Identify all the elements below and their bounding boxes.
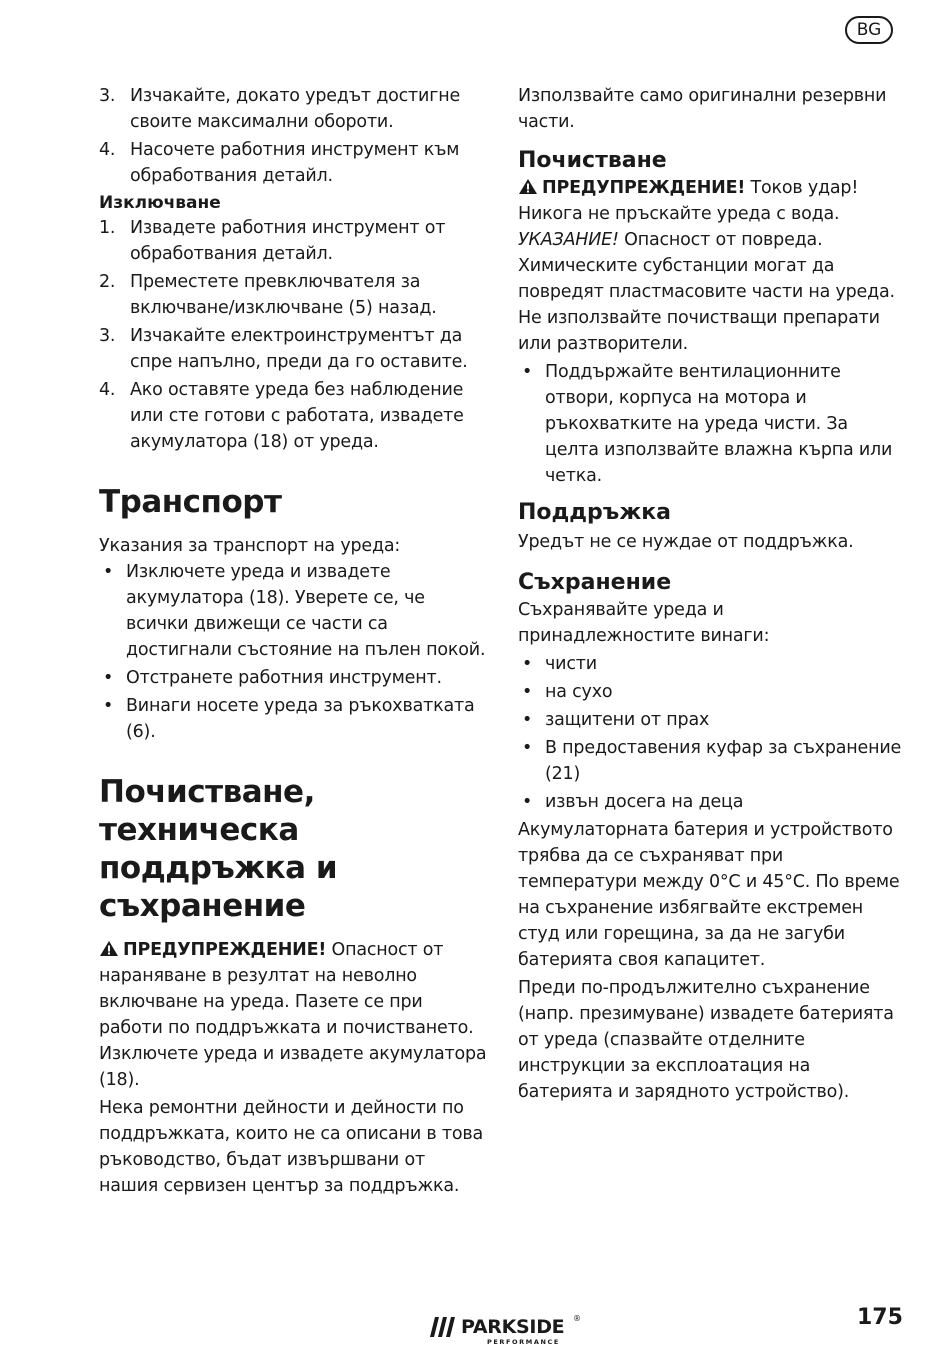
language-badge: BG: [845, 16, 893, 44]
list-item: [518, 651, 904, 677]
bullet: •: [522, 362, 533, 382]
step-text: Ако оставяте уреда без наблюдение или сте готови с работата, извадете акумулатора (18) от уреда.: [130, 380, 464, 452]
bullet: •: [522, 682, 533, 702]
switch-off-heading: Изключване: [99, 193, 221, 213]
list-item: [518, 359, 904, 489]
list-item: [99, 693, 489, 745]
repair-paragraph: Нека ремонтни дейности и дейности по поддръжката, които не са описани в това ръководство, бъдат извършвани от нашия сервизен център за поддръжка.: [99, 1098, 483, 1196]
warning-text: Токов удар! Никога не пръскайте уреда с вода.: [518, 178, 859, 224]
bullet: •: [103, 696, 114, 716]
bullet: •: [103, 668, 114, 688]
list-item: [99, 377, 489, 455]
care-title-line: техническа: [99, 812, 299, 848]
maintenance-text: Уредът не се нуждае от поддръжка.: [518, 532, 854, 552]
care-title: [99, 773, 489, 925]
step-number: 1.: [99, 218, 116, 238]
brand-subtitle: PERFORMANCE: [487, 1338, 560, 1346]
list-item: [99, 215, 489, 267]
bullet-text: Винаги носете уреда за ръкохватката (6).: [126, 696, 475, 742]
bullet-text: чисти: [545, 654, 597, 674]
step-number: 3.: [99, 326, 116, 346]
warning-triangle-icon: [518, 178, 538, 195]
step-text: Изчакайте, докато уредът достигне своите максимални обороти.: [130, 86, 461, 132]
list-item: [99, 83, 489, 135]
right-column: [518, 83, 904, 1105]
warning-label: ПРЕДУПРЕЖДЕНИЕ!: [542, 178, 746, 198]
step-text: Изчакайте електроинструментът да спре напълно, преди да го оставите.: [130, 326, 468, 372]
list-item: [99, 323, 489, 375]
spare-parts-text: Използвайте само оригинални резервни части.: [518, 86, 887, 132]
bullet-text: на сухо: [545, 682, 613, 702]
list-item: [518, 679, 904, 705]
registered-mark: ®: [573, 1314, 581, 1323]
transport-title: Транспорт: [99, 484, 282, 520]
transport-bullets: [99, 559, 489, 745]
bullet: •: [103, 562, 114, 582]
bullet-text: Отстранете работния инструмент.: [126, 668, 442, 688]
care-title-line: поддръжка и: [99, 850, 338, 886]
battery-storage-text: Акумулаторната батерия и устройството трябва да се съхраняват при температури между 0°C и 45°C. По време на съхранение избягвайте екстремен студ или горещина, за да не загуби батерията своя капацитет.: [518, 820, 900, 970]
long-term-storage-text: Преди по-продължително съхранение (напр. презимуване) извадете батерията от уреда (спазвайте отделните инструкции за експлоатация на батерията и зарядното устройство).: [518, 978, 894, 1102]
care-title-line: съхранение: [99, 888, 306, 924]
storage-intro: Съхранявайте уреда и принадлежностите винаги:: [518, 600, 770, 646]
list-item: [99, 137, 489, 189]
transport-intro: Указания за транспорт на уреда:: [99, 536, 401, 556]
step-number: 4.: [99, 380, 116, 400]
step-text: Насочете работния инструмент към обработвания детайл.: [130, 140, 460, 186]
page-number: 175: [857, 1305, 903, 1330]
note-paragraph: [518, 227, 904, 357]
cleaning-bullets: [518, 359, 904, 489]
bullet: •: [522, 792, 533, 812]
step-number: 2.: [99, 272, 116, 292]
bullet-text: Поддържайте вентилационните отвори, корпуса на мотора и ръкохватките на уреда чисти. За целта използвайте влажна кърпа или четка.: [545, 362, 893, 486]
note-text: Опасност от повреда. Химическите субстанции могат да повредят пластмасовите части на уреда. Не използвайте почистващи препарати или разтворители.: [518, 230, 895, 354]
left-column: [99, 83, 489, 1199]
list-item: [99, 269, 489, 321]
list-item: [99, 559, 489, 663]
warning-text: Опасност от нараняване в резултат на неволно включване на уреда. Пазете се при работи по поддръжката и почистването. Изключете уреда и извадете акумулатора (18).: [99, 940, 487, 1090]
parkside-logo: [430, 1316, 580, 1348]
maintenance-heading: Поддръжка: [518, 500, 672, 525]
bullet-text: Изключете уреда и извадете акумулатора (18). Уверете се, че всички движещи се части са достигнали състояние на пълен покой.: [126, 562, 486, 660]
storage-heading: Съхранение: [518, 570, 672, 595]
step-text: Преместете превключвателя за включване/изключване (5) назад.: [130, 272, 437, 318]
warning-triangle-icon: [99, 940, 119, 957]
steps-list-a: [99, 83, 489, 189]
care-title-line: Почистване,: [99, 774, 315, 810]
list-item: [518, 789, 904, 815]
bullet: •: [522, 738, 533, 758]
logo-slashes-icon: [430, 1317, 456, 1337]
step-number: 4.: [99, 140, 116, 160]
list-item: [518, 735, 904, 787]
bullet: •: [522, 710, 533, 730]
cleaning-warning-paragraph: [518, 175, 904, 227]
bullet-text: извън досега на деца: [545, 792, 744, 812]
bullet-text: В предоставения куфар за съхранение (21): [545, 738, 902, 784]
storage-bullets: [518, 651, 904, 815]
list-item: [518, 707, 904, 733]
brand-name: PARKSIDE: [461, 1316, 565, 1338]
step-text: Извадете работния инструмент от обработвания детайл.: [130, 218, 446, 264]
note-label: УКАЗАНИЕ!: [518, 230, 619, 250]
cleaning-heading: Почистване: [518, 148, 667, 173]
bullet-text: защитени от прах: [545, 710, 710, 730]
warning-label: ПРЕДУПРЕЖДЕНИЕ!: [123, 940, 327, 960]
list-item: [99, 665, 489, 691]
bullet: •: [522, 654, 533, 674]
step-number: 3.: [99, 86, 116, 106]
warning-paragraph: [99, 937, 489, 1093]
steps-list-b: [99, 215, 489, 455]
